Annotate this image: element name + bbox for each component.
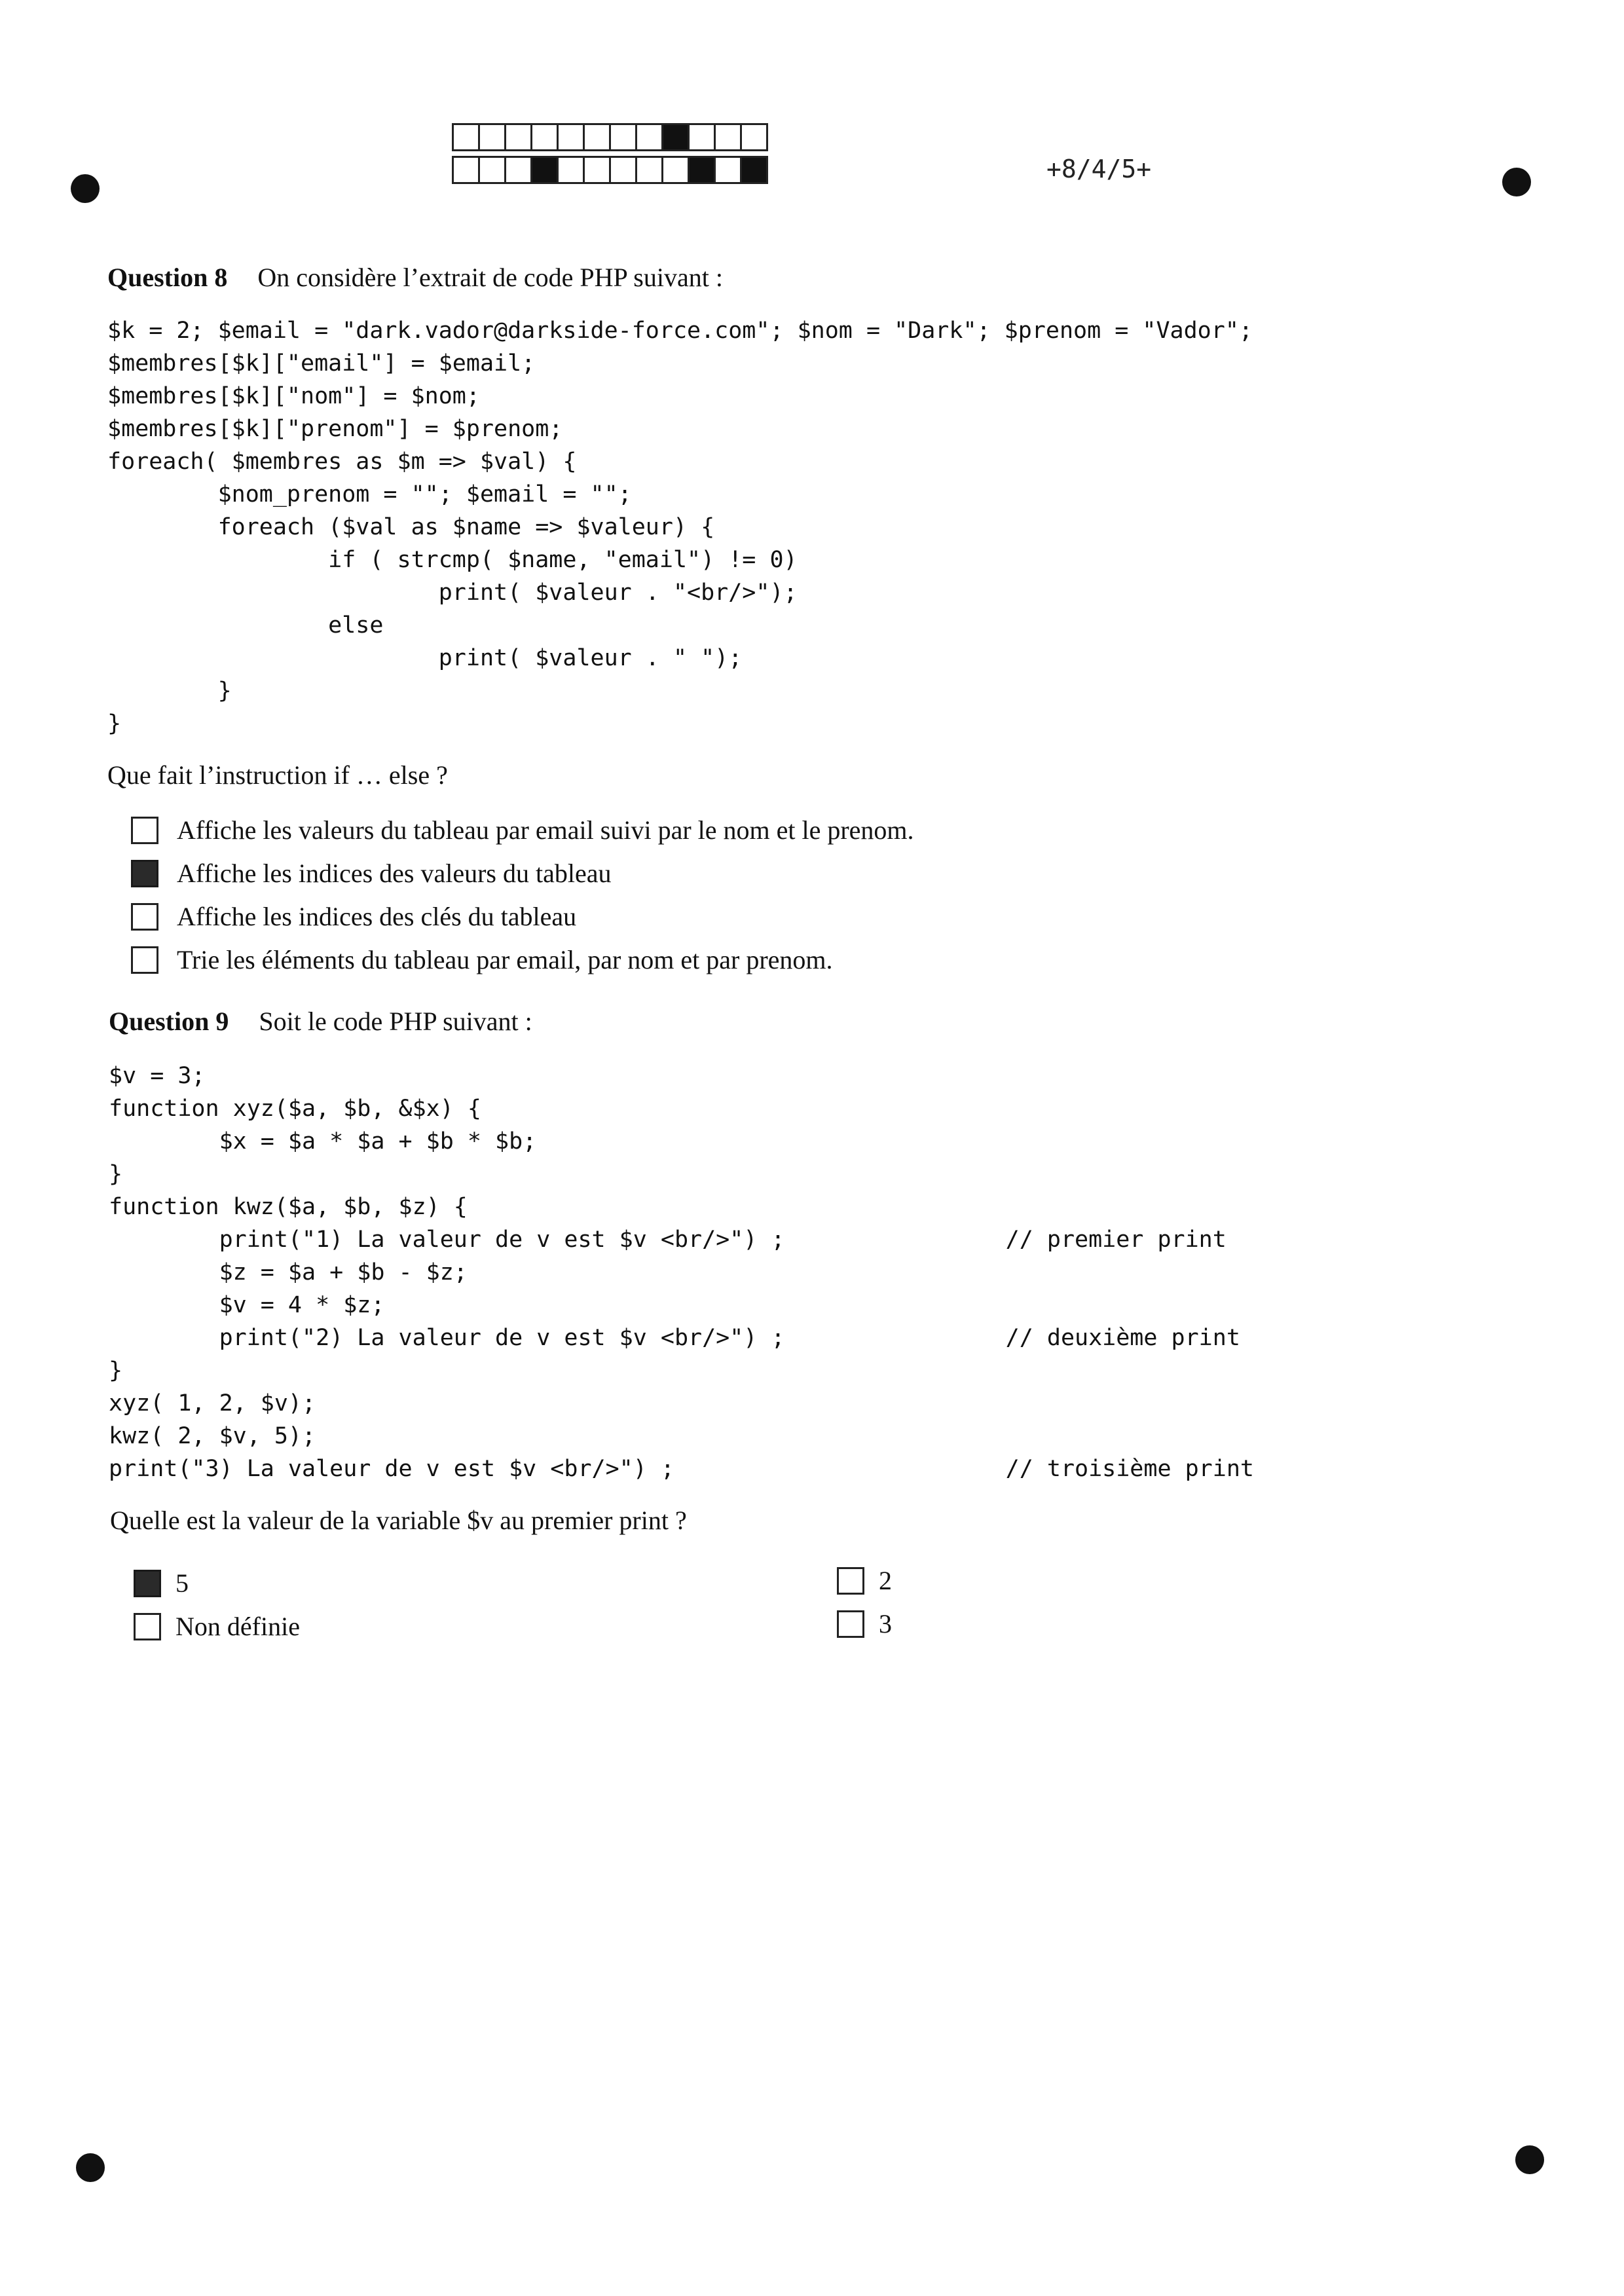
- id-grid-cell: [715, 124, 741, 151]
- q9-option-5-label: 5: [175, 1568, 189, 1598]
- id-grid-cell: [663, 124, 689, 151]
- q9-option-5-checkbox[interactable]: [134, 1570, 161, 1597]
- id-grid-cell: [479, 124, 506, 151]
- q9-option-2-label: 2: [879, 1566, 892, 1595]
- q9-option-3-label: 3: [879, 1609, 892, 1639]
- id-grid-cell: [584, 124, 610, 151]
- page-identifier: +8/4/5+: [1046, 155, 1152, 183]
- question-8-prompt: Que fait l’instruction if … else ?: [107, 760, 448, 790]
- id-grid-cell: [453, 124, 479, 151]
- id-grid-cell: [741, 124, 767, 151]
- id-grid-cell: [558, 124, 584, 151]
- id-grid-cell: [479, 157, 506, 183]
- question-8-intro: On considère l’extrait de code PHP suivant :: [257, 263, 723, 292]
- question-9-heading: [109, 1006, 532, 1037]
- q9-option-2-checkbox[interactable]: [837, 1567, 864, 1595]
- id-grid-cell: [689, 157, 715, 183]
- q9-option-3[interactable]: [837, 1608, 892, 1640]
- id-grid-cell: [506, 157, 532, 183]
- id-grid-cell: [637, 157, 663, 183]
- q8-option-3-label: Affiche les indices des clés du tableau: [177, 902, 577, 931]
- q8-option-2-checkbox[interactable]: [131, 860, 158, 887]
- q8-option-3-checkbox[interactable]: [131, 903, 158, 931]
- q8-option-2-label: Affiche les indices des valeurs du tableau: [177, 859, 612, 888]
- q8-option-2[interactable]: [131, 858, 611, 889]
- q8-option-3[interactable]: [131, 901, 576, 933]
- question-8-code-block: $k = 2; $email = "dark.vador@darkside-force.com"; $nom = "Dark"; $prenom = "Vador"; $membres[$k]["email"] = $email; $membres[$k]["nom"] = $nom; $membres[$k]["prenom"] = $prenom; foreach( $membres as $m => $val) { $nom_prenom = ""; $email = ""; foreach ($val as $name => $valeur) { if ( strcmp( $name, "email") != 0) print( $valeur . "<br/>"); else print( $valeur . " "); } }: [107, 318, 1253, 737]
- q8-option-4-label: Trie les éléments du tableau par email, par nom et par prenom.: [177, 945, 833, 974]
- id-grid-cell: [715, 157, 741, 183]
- id-grid-cell: [453, 157, 479, 183]
- q8-option-4[interactable]: [131, 944, 833, 976]
- q8-option-1-checkbox[interactable]: [131, 817, 158, 844]
- q9-option-non-definie-label: Non définie: [175, 1612, 300, 1641]
- question-8-label: Question 8: [107, 263, 228, 292]
- id-grid-cell: [506, 124, 532, 151]
- registration-mark-top-left: [71, 174, 100, 203]
- id-grid-cell: [610, 157, 637, 183]
- id-grid-cell: [610, 124, 637, 151]
- q8-option-1[interactable]: [131, 815, 914, 846]
- id-grid-cell: [663, 157, 689, 183]
- question-9-intro: Soit le code PHP suivant :: [259, 1007, 532, 1036]
- q9-option-2[interactable]: [837, 1565, 892, 1597]
- q9-option-5[interactable]: [134, 1568, 189, 1599]
- student-id-grid-row-2: [452, 156, 768, 184]
- registration-mark-bottom-left: [76, 2153, 105, 2182]
- registration-mark-bottom-right: [1515, 2145, 1544, 2174]
- id-grid-cell: [689, 124, 715, 151]
- question-9-code-block: $v = 3; function xyz($a, $b, &$x) { $x = $a * $a + $b * $b; } function kwz($a, $b, $z) { print("1) La valeur de v est $v <br/>") ; // premier print $z = $a + $b - $z; $v = 4 * $z; print("2) La valeur de v est $v <br/>") ; // deuxième print } xyz( 1, 2, $v); kwz( 2, $v, 5); print("3) La valeur de v est $v <br/>") ; // troisième print: [109, 1063, 1254, 1482]
- id-grid-cell: [532, 157, 558, 183]
- id-grid-cell: [558, 157, 584, 183]
- id-grid-cell: [584, 157, 610, 183]
- q9-option-3-checkbox[interactable]: [837, 1610, 864, 1638]
- id-grid-cell: [532, 124, 558, 151]
- question-9-prompt: Quelle est la valeur de la variable $v au premier print ?: [110, 1506, 687, 1535]
- q8-option-4-checkbox[interactable]: [131, 946, 158, 974]
- id-grid-cell: [637, 124, 663, 151]
- q8-option-1-label: Affiche les valeurs du tableau par email suivi par le nom et le prenom.: [177, 815, 914, 845]
- student-id-grid-row-1: [452, 123, 768, 151]
- question-8-heading: [107, 262, 723, 293]
- id-grid-cell: [741, 157, 767, 183]
- q9-option-non-definie[interactable]: [134, 1611, 300, 1642]
- registration-mark-top-right: [1502, 168, 1531, 196]
- q9-option-non-definie-checkbox[interactable]: [134, 1613, 161, 1640]
- question-9-label: Question 9: [109, 1007, 229, 1036]
